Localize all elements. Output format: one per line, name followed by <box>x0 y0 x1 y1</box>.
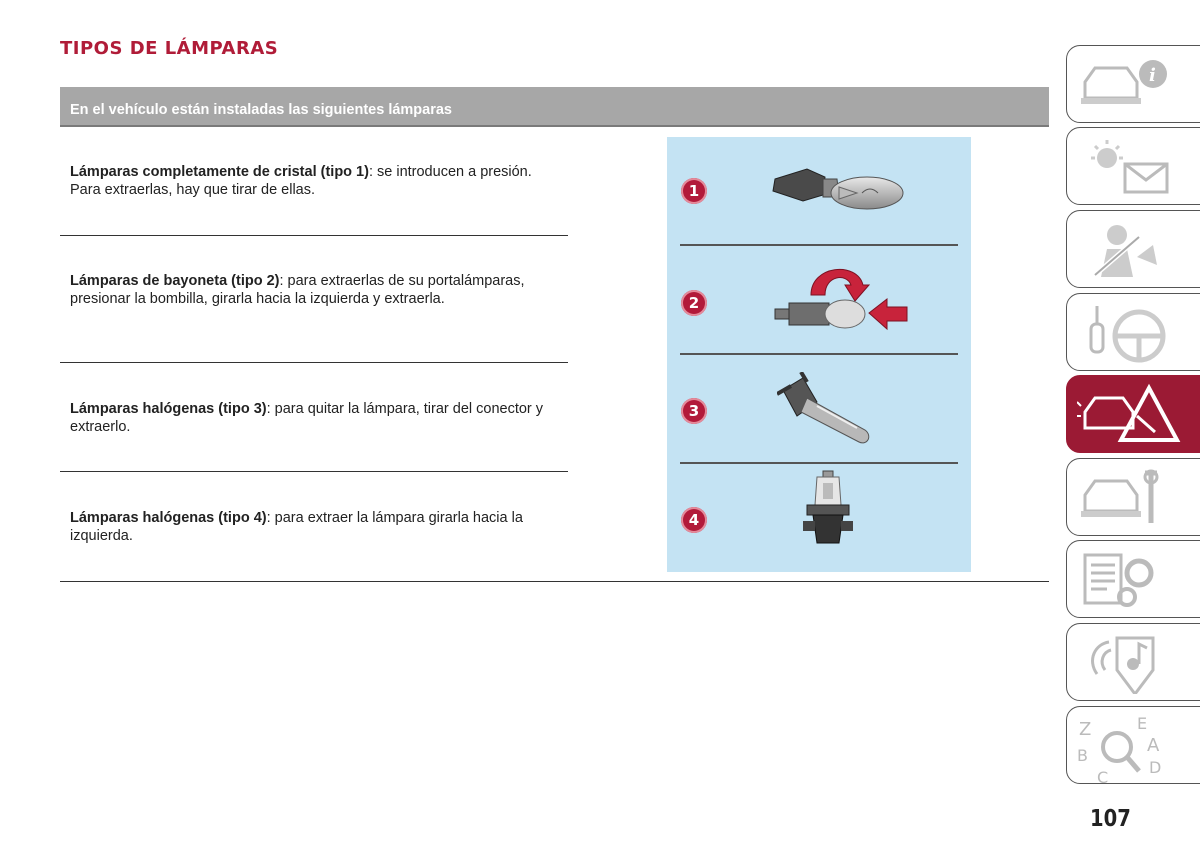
key-steering-wheel-icon <box>1077 300 1187 364</box>
lamp-number-badge: 1 <box>681 178 707 204</box>
multimedia-icon <box>1077 630 1187 694</box>
technical-data-icon <box>1077 547 1187 611</box>
lamp-number-badge: 4 <box>681 507 707 533</box>
figure-divider <box>680 462 958 464</box>
tab-maintenance[interactable] <box>1066 458 1200 536</box>
lamp-types-illustration <box>667 137 971 572</box>
tab-technical-data[interactable] <box>1066 540 1200 618</box>
breakdown-warning-icon <box>1077 382 1187 446</box>
lamp-number-badge: 2 <box>681 290 707 316</box>
index-search-icon <box>1077 713 1187 787</box>
halogen-bulb-icon <box>777 372 887 452</box>
lamp-number-badge: 3 <box>681 398 707 424</box>
h11-halogen-bulb-icon <box>797 467 867 557</box>
lamp-description: : para quitar la lámpara, tirar del conector y extraerlo. <box>70 401 544 435</box>
divider <box>60 581 1049 582</box>
wedge-bulb-icon <box>767 157 907 227</box>
tab-car-info[interactable] <box>1066 45 1200 123</box>
divider <box>60 471 568 472</box>
tab-index[interactable] <box>1066 706 1200 787</box>
page-title: TIPOS DE LÁMPARAS <box>60 38 279 59</box>
lamp-name: Lámparas completamente de cristal (tipo 1) <box>70 164 369 180</box>
lamp-description: : para extraerlas de su portalámparas, presionar la bombilla, girarla hacia la izquierda y extraerla. <box>70 273 525 307</box>
svg-text:B: B <box>1077 746 1088 765</box>
svg-text:E: E <box>1137 714 1148 733</box>
tab-emergency[interactable] <box>1066 375 1200 453</box>
lamp-entry-2 <box>70 272 560 308</box>
bayonet-bulb-icon <box>767 255 917 335</box>
lamp-entry-1 <box>70 163 560 199</box>
divider <box>60 235 568 236</box>
lamp-description: : para extraer la lámpara girarla hacia la izquierda. <box>70 510 523 544</box>
airbag-safety-icon <box>1077 217 1187 281</box>
svg-text:Z: Z <box>1079 719 1092 740</box>
figure-divider <box>680 244 958 246</box>
svg-text:A: A <box>1147 735 1160 756</box>
car-info-icon <box>1077 52 1187 116</box>
lamp-entry-3 <box>70 400 560 436</box>
warning-lights-icon <box>1077 134 1187 198</box>
lamp-name: Lámparas de bayoneta (tipo 2) <box>70 273 280 289</box>
tab-multimedia[interactable] <box>1066 623 1200 701</box>
tab-warning-lights[interactable] <box>1066 127 1200 205</box>
lamp-entry-4 <box>70 509 560 545</box>
svg-text:i: i <box>1149 65 1156 86</box>
divider <box>60 362 568 363</box>
page-number: 107 <box>1090 806 1131 832</box>
car-maintenance-icon <box>1077 465 1187 529</box>
svg-text:D: D <box>1149 758 1162 777</box>
figure-divider <box>680 353 958 355</box>
section-header: En el vehículo están instaladas las siguientes lámparas <box>60 87 1049 127</box>
lamp-name: Lámparas halógenas (tipo 3) <box>70 401 267 417</box>
lamp-description: : se introducen a presión. Para extraerlas, hay que tirar de ellas. <box>70 164 532 198</box>
svg-text:C: C <box>1097 768 1109 787</box>
tab-safety[interactable] <box>1066 210 1200 288</box>
tab-starting-driving[interactable] <box>1066 293 1200 371</box>
lamp-name: Lámparas halógenas (tipo 4) <box>70 510 267 526</box>
